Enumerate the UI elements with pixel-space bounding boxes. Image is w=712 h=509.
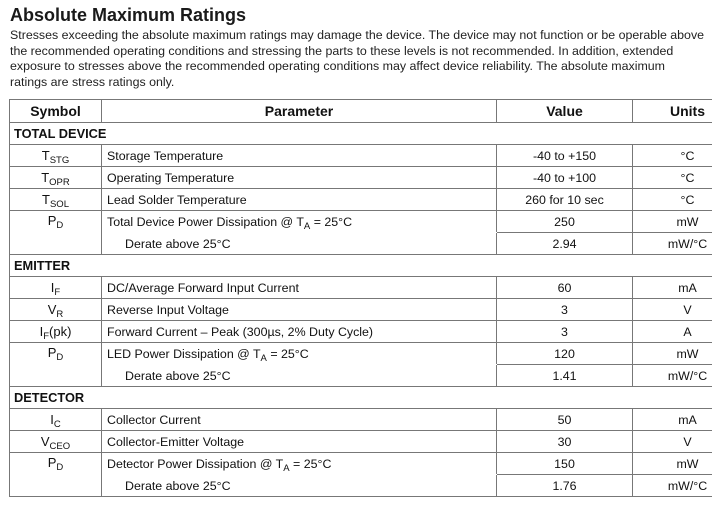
parameter-text-end: = 25°C (310, 214, 353, 229)
ratings-table (9, 99, 712, 497)
symbol-subscript: D (56, 462, 64, 473)
table-row (10, 167, 712, 189)
symbol-subscript: OPR (49, 176, 70, 188)
units-cell: mW (633, 453, 712, 475)
parameter-cell (102, 343, 497, 365)
header-value: Value (497, 100, 633, 123)
symbol-main: V (40, 433, 50, 449)
header-symbol: Symbol (10, 100, 102, 123)
parameter-cell: Storage Temperature (102, 145, 497, 167)
units-cell: °C (633, 189, 712, 211)
section-row-total (10, 123, 712, 145)
section-label: DETECTOR (10, 387, 712, 409)
symbol-cell (10, 145, 102, 167)
derate-units-cell: mW/°C (633, 365, 712, 387)
parameter-text: Total Device Power Dissipation @ T (107, 214, 304, 229)
symbol-main: P (47, 213, 57, 228)
header-units: Units (633, 100, 712, 123)
derate-units-cell: mW/°C (633, 475, 712, 497)
table-row-derate (10, 365, 712, 387)
derate-cell: Derate above 25°C (102, 233, 497, 255)
value-cell: 150 (497, 453, 633, 475)
value-cell: 3 (497, 299, 633, 321)
table-row (10, 431, 712, 453)
parameter-cell: Reverse Input Voltage (102, 299, 497, 321)
symbol-subscript: D (56, 352, 64, 363)
symbol-cell (10, 211, 102, 255)
derate-units-cell: mW/°C (633, 233, 712, 255)
symbol-cell (10, 277, 102, 299)
symbol-main: P (47, 455, 57, 470)
table-row (10, 299, 712, 321)
symbol-cell (10, 189, 102, 211)
parameter-text: Detector Power Dissipation @ T (107, 456, 284, 471)
table-row (10, 277, 712, 299)
section-row-emitter (10, 255, 712, 277)
table-row (10, 321, 712, 343)
symbol-main: V (47, 301, 57, 317)
symbol-main: T (42, 191, 50, 207)
parameter-cell: DC/Average Forward Input Current (102, 277, 497, 299)
parameter-cell (102, 211, 497, 233)
value-cell: 120 (497, 343, 633, 365)
parameter-subscript: A (303, 220, 311, 232)
section-row-detector (10, 387, 712, 409)
derate-value-cell: 1.76 (497, 475, 633, 497)
value-cell: 30 (497, 431, 633, 453)
header-parameter: Parameter (102, 100, 497, 123)
table-row-derate (10, 475, 712, 497)
units-cell: V (633, 431, 712, 453)
derate-cell: Derate above 25°C (102, 475, 497, 497)
symbol-subscript: CEO (49, 440, 71, 452)
units-cell: mA (633, 277, 712, 299)
parameter-text-end: = 25°C (289, 456, 332, 471)
table-row-power (10, 211, 712, 233)
units-cell: °C (633, 167, 712, 189)
value-cell: 260 for 10 sec (497, 189, 633, 211)
parameter-subscript: A (283, 462, 290, 474)
table-header-row (10, 100, 712, 123)
symbol-subscript: C (53, 418, 61, 430)
value-cell: 50 (497, 409, 633, 431)
symbol-main: I (50, 411, 54, 427)
symbol-subscript: STG (49, 154, 70, 166)
parameter-cell: Forward Current – Peak (300µs, 2% Duty Cycle) (102, 321, 497, 343)
symbol-cell (10, 453, 102, 497)
symbol-main: I (50, 279, 55, 295)
section-label: TOTAL DEVICE (10, 123, 712, 145)
units-cell: °C (633, 145, 712, 167)
section-label: EMITTER (10, 255, 712, 277)
symbol-suffix: (pk) (49, 323, 72, 339)
symbol-main: P (47, 345, 57, 360)
table-row-power (10, 343, 712, 365)
derate-value-cell: 2.94 (497, 233, 633, 255)
value-cell: 60 (497, 277, 633, 299)
symbol-cell (10, 167, 102, 189)
intro-paragraph: Stresses exceeding the absolute maximum ratings may damage the device. The device may not function or be operable above the recommended operating conditions and stressing the parts to these levels is not recommended. In addition, extended exposure to stresses above the recommended operating conditions may affect device reliability. The absolute maximum ratings are stress ratings only. (10, 28, 705, 89)
table-row (10, 145, 712, 167)
units-cell: mW (633, 211, 712, 233)
table-row (10, 189, 712, 211)
table-row-derate (10, 233, 712, 255)
parameter-cell: Lead Solder Temperature (102, 189, 497, 211)
parameter-cell: Operating Temperature (102, 167, 497, 189)
page-title: Absolute Maximum Ratings (10, 5, 247, 25)
derate-cell: Derate above 25°C (102, 365, 497, 387)
parameter-cell: Collector Current (102, 409, 497, 431)
value-cell: 3 (497, 321, 633, 343)
symbol-subscript: F (43, 330, 50, 342)
units-cell: mA (633, 409, 712, 431)
parameter-cell (102, 453, 497, 475)
symbol-subscript: R (56, 308, 64, 320)
parameter-text-end: = 25°C (266, 346, 309, 361)
units-cell: V (633, 299, 712, 321)
parameter-cell: Collector-Emitter Voltage (102, 431, 497, 453)
symbol-subscript: SOL (49, 198, 69, 210)
value-cell: -40 to +100 (497, 167, 633, 189)
parameter-text: LED Power Dissipation @ T (107, 346, 261, 361)
table-row-power (10, 453, 712, 475)
symbol-main: T (41, 147, 50, 163)
units-cell: A (633, 321, 712, 343)
symbol-cell (10, 409, 102, 431)
symbol-subscript: D (56, 220, 64, 231)
parameter-subscript: A (260, 352, 267, 364)
value-cell: -40 to +150 (497, 145, 633, 167)
symbol-main: T (41, 169, 50, 185)
symbol-main: I (39, 323, 44, 339)
symbol-cell (10, 431, 102, 453)
value-cell: 250 (497, 211, 633, 233)
units-cell: mW (633, 343, 712, 365)
symbol-cell (10, 343, 102, 387)
symbol-cell (10, 299, 102, 321)
table-body (10, 123, 712, 497)
table-row (10, 409, 712, 431)
symbol-cell (10, 321, 102, 343)
derate-value-cell: 1.41 (497, 365, 633, 387)
symbol-subscript: F (54, 286, 61, 298)
